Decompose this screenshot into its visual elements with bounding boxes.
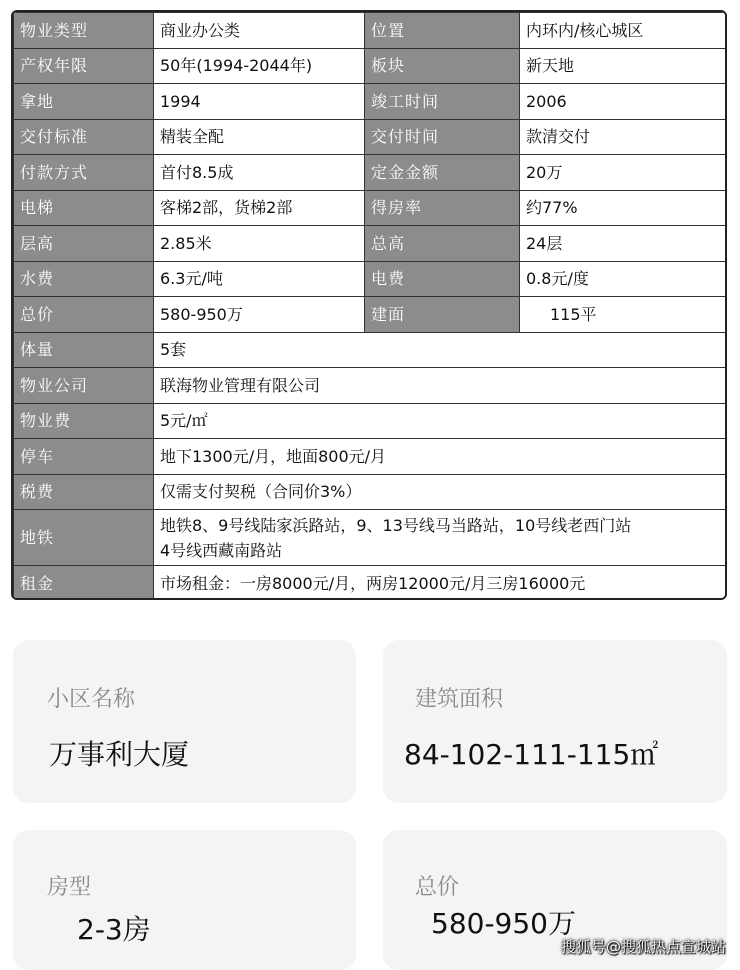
row-value: 115平: [520, 297, 728, 333]
info-table: [13, 12, 727, 600]
row-label: 税费: [14, 474, 154, 510]
row-value: 精装全配: [154, 119, 365, 155]
table-row: [14, 403, 728, 439]
row-label: 定金金额: [365, 155, 520, 191]
row-value: 新天地: [520, 48, 728, 84]
row-label: 建面: [365, 297, 520, 333]
table-row: [14, 84, 728, 120]
row-label: 交付标准: [14, 119, 154, 155]
card-label: 房型: [47, 875, 92, 900]
table-row: [14, 155, 728, 191]
row-value: 客梯2部，货梯2部: [154, 190, 365, 226]
row-value: 2006: [520, 84, 728, 120]
building-area-card: [383, 640, 727, 803]
row-label: 物业费: [14, 403, 154, 439]
row-label: 得房率: [365, 190, 520, 226]
table-row: [14, 368, 728, 404]
row-value: 市场租金：一房8000元/月，两房12000元/月三房16000元: [154, 566, 728, 601]
table-row: [14, 566, 728, 601]
row-label: 水费: [14, 261, 154, 297]
row-label: 竣工时间: [365, 84, 520, 120]
layout-card: [13, 830, 356, 970]
row-label: 物业类型: [14, 13, 154, 49]
table-row: [14, 332, 728, 368]
row-label: 总价: [14, 297, 154, 333]
row-label: 板块: [365, 48, 520, 84]
metro-line-2: 4号线西藏南路站: [160, 540, 283, 560]
row-label: 拿地: [14, 84, 154, 120]
row-value: 约77%: [520, 190, 728, 226]
card-value: 580-950万: [431, 907, 576, 940]
card-label: 小区名称: [47, 687, 136, 712]
card-label: 总价: [415, 875, 460, 900]
row-label: 租金: [14, 566, 154, 601]
metro-value: [154, 510, 728, 566]
row-value: 内环内/核心城区: [520, 13, 728, 49]
row-label: 交付时间: [365, 119, 520, 155]
property-info-table: [11, 10, 727, 600]
table-row: [14, 13, 728, 49]
row-value: 2.85米: [154, 226, 365, 262]
table-row: [14, 48, 728, 84]
table-row: [14, 226, 728, 262]
row-label: 停车: [14, 439, 154, 475]
table-row: [14, 119, 728, 155]
table-row: [14, 439, 728, 475]
row-label: 体量: [14, 332, 154, 368]
row-value: 商业办公类: [154, 13, 365, 49]
table-row: [14, 510, 728, 566]
table-row: [14, 474, 728, 510]
row-value: 联海物业管理有限公司: [154, 368, 728, 404]
watermark-text: 搜狐号@搜狐热点宣城站: [560, 938, 726, 956]
row-value: 仅需支付契税（合同价3%）: [154, 474, 728, 510]
row-value: 5套: [154, 332, 728, 368]
row-label: 电费: [365, 261, 520, 297]
row-value: 5元/㎡: [154, 403, 728, 439]
row-value: 1994: [154, 84, 365, 120]
row-value: 0.8元/度: [520, 261, 728, 297]
card-value: 2-3房: [77, 913, 151, 946]
card-value: 万事利大厦: [49, 738, 190, 771]
table-row: [14, 261, 728, 297]
row-value: 6.3元/吨: [154, 261, 365, 297]
row-label: 地铁: [14, 510, 154, 566]
row-value: 50年(1994-2044年): [154, 48, 365, 84]
community-name-card: [13, 640, 356, 803]
row-value: 首付8.5成: [154, 155, 365, 191]
row-label: 总高: [365, 226, 520, 262]
row-value: 款清交付: [520, 119, 728, 155]
row-label: 付款方式: [14, 155, 154, 191]
row-label: 位置: [365, 13, 520, 49]
row-label: 物业公司: [14, 368, 154, 404]
table-row: [14, 297, 728, 333]
row-value: 20万: [520, 155, 728, 191]
row-value: 24层: [520, 226, 728, 262]
row-label: 层高: [14, 226, 154, 262]
row-value: 580-950万: [154, 297, 365, 333]
card-value: 84-102-111-115㎡: [404, 738, 659, 771]
metro-line-1: 地铁8、9号线陆家浜路站，9、13号线马当路站，10号线老西门站: [160, 515, 632, 535]
row-value: 地下1300元/月，地面800元/月: [154, 439, 728, 475]
card-label: 建筑面积: [415, 687, 504, 712]
row-label: 产权年限: [14, 48, 154, 84]
row-label: 电梯: [14, 190, 154, 226]
table-row: [14, 190, 728, 226]
